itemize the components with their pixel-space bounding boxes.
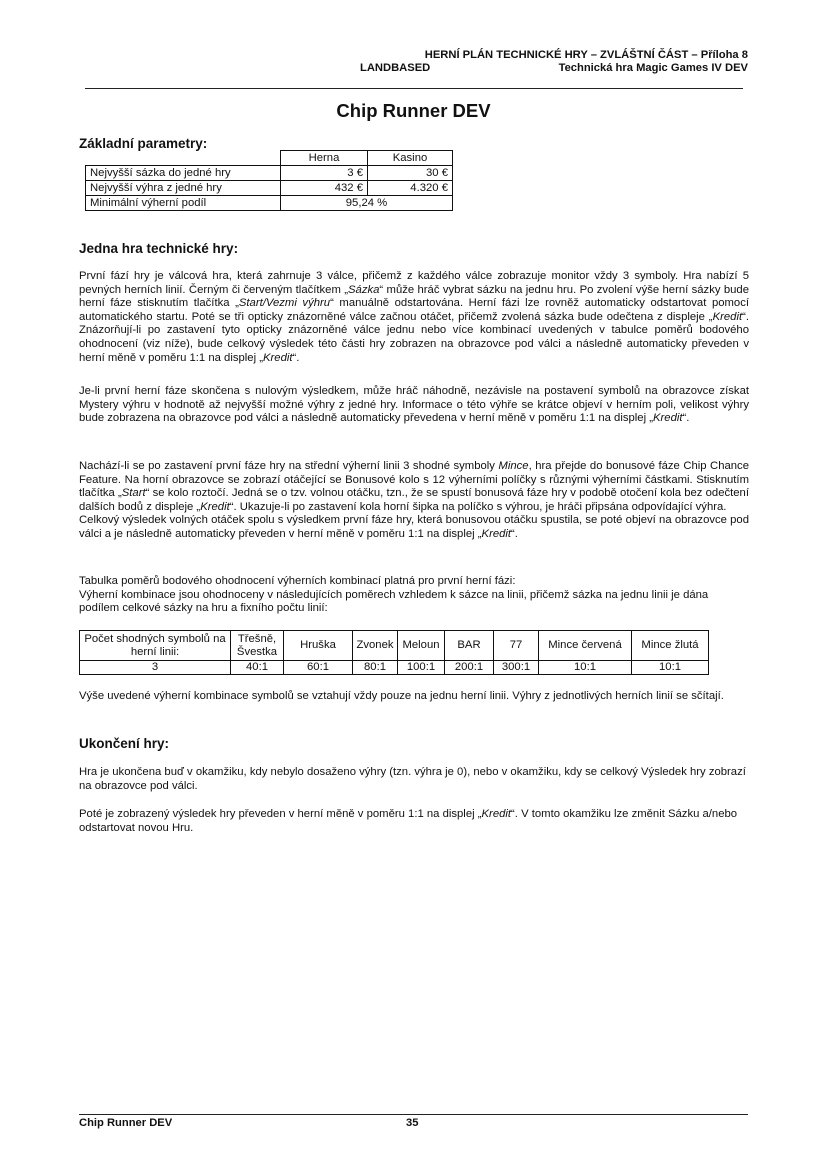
paytable-cell: 300:1 [494, 661, 539, 675]
paragraph-end-2 [79, 808, 749, 835]
params-col-herna: Herna [281, 151, 368, 166]
table-row [86, 181, 453, 196]
paytable-header-row [80, 631, 709, 661]
paragraph-bonus [79, 460, 749, 542]
text: “ manuálně odstartována. Herní fázi lze rovněž automaticky odstartovat pomocí automatického startu. Poté se tři opticky znázorněné válce začnou otáčet, přičemž zvolená sázka bude odečtena z displeje „ [79, 297, 749, 323]
paytable [79, 630, 709, 675]
page-title: Chip Runner DEV [336, 100, 491, 121]
paragraph-mystery [79, 385, 749, 426]
display-name-kredit: Kredit [653, 412, 683, 425]
header-landbased: LANDBASED [360, 62, 431, 74]
display-name-kredit: Kredit [481, 808, 512, 820]
table-row [80, 661, 709, 675]
paytable-cell: 100:1 [398, 661, 445, 675]
paytable-header-cell: Mince červená [539, 631, 632, 661]
paytable-cell: 40:1 [231, 661, 284, 675]
basic-params-heading: Základní parametry: [79, 136, 208, 151]
button-name-sazka: Sázka [348, 283, 380, 296]
page-number: 35 [406, 1117, 419, 1129]
paytable-header-cell: Meloun [398, 631, 445, 661]
paragraph-paytable-intro [79, 575, 749, 616]
params-col-kasino: Kasino [368, 151, 453, 166]
text: “. V tomto okamžiku lze změnit Sázku a/nebo odstartovat novou Hru. [79, 808, 738, 834]
text: Hra je ukončena buď v okamžiku, kdy nebylo dosaženo výhry (tzn. výhra je 0), nebo v okamžiku, kdy se celkový Výsledek hry zobrazí na obrazovce pod válci. [79, 766, 746, 792]
paytable-header-cell: 77 [494, 631, 539, 661]
paytable-cell: 3 [80, 661, 231, 675]
paragraph-after-table [79, 690, 749, 704]
symbol-name-mince: Mince [498, 460, 529, 472]
text: Výherní kombinace jsou ohodnoceny v následujících poměrech vzhledem k sázce na linii, přičemž sázka na jednu linii je dána podílem celkové sázky na hru a fixního počtu linií: [79, 588, 709, 615]
header-game-name: Technická hra Magic Games IV DEV [558, 62, 748, 74]
paytable-cell: 60:1 [284, 661, 353, 675]
header-title: HERNÍ PLÁN TECHNICKÉ HRY – ZVLÁŠTNÍ ČÁST – Příloha 8 [424, 49, 748, 61]
text: Poté je zobrazený výsledek hry převeden v herní měně v poměru 1:1 na displej „ [79, 808, 482, 820]
button-name-start: Start/Vezmi výhru [238, 297, 331, 310]
paytable-header-cell: Zvonek [353, 631, 398, 661]
param-merged-value: 95,24 % [281, 196, 453, 211]
text: Celkový výsledek volných otáček spolu s výsledkem první fáze hry, která bonusovou otáčku spustila, se poté objeví na obrazovce pod válci a je následně automaticky převeden v herní měně v poměru 1:1 na displej „ [79, 514, 749, 540]
text: “. [292, 351, 300, 364]
display-name-kredit: Kredit [263, 351, 293, 364]
param-label: Minimální výherní podíl [86, 196, 281, 211]
display-name-kredit: Kredit [712, 310, 743, 323]
end-section-heading: Ukončení hry: [79, 736, 170, 751]
paytable-cell: 200:1 [445, 661, 494, 675]
paytable-cell: 10:1 [632, 661, 709, 675]
params-empty-cell [86, 151, 281, 166]
paytable-header-cell: Mince žlutá [632, 631, 709, 661]
table-row [86, 196, 453, 211]
display-name-kredit: Kredit [481, 527, 512, 540]
paytable-header-cell: BAR [445, 631, 494, 661]
paytable-header-cell: Počet shodných symbolů na herní linii: [80, 631, 231, 661]
param-label: Nejvyšší sázka do jedné hry [86, 166, 281, 181]
text: “. [682, 412, 690, 425]
paragraph-end-1 [79, 766, 749, 793]
text: První fází hry je válcová hra, která zahrnuje 3 válce, přičemž z každého válce zobrazuje monitor vždy 3 symboly. Hra nabízí 5 pevných herních linií. Černým či červeným tlačítkem „ [79, 270, 749, 296]
text: “ může hráč vybrat sázku na jednu hru. Po zvolení výše herní sázky bude herní fáze stisknutím tlačítka „ [79, 283, 749, 310]
param-label: Nejvyšší výhra z jedné hry [86, 181, 281, 196]
footer-document-name: Chip Runner DEV [79, 1117, 173, 1129]
paytable-cell: 10:1 [539, 661, 632, 675]
basic-params-table [85, 150, 453, 211]
param-kasino: 4.320 € [368, 181, 453, 196]
text: Tabulka poměrů bodového ohodnocení výherních kombinací platná pro první herní fázi: [79, 575, 516, 587]
paragraph-reels [79, 270, 749, 365]
param-kasino: 30 € [368, 166, 453, 181]
table-row [86, 166, 453, 181]
paytable-cell: 80:1 [353, 661, 398, 675]
display-name-kredit: Kredit [200, 500, 230, 513]
text: “. Znázorňují-li po zastavení tyto opticky znázorněné válce jednu nebo více kombinací uvedených v tabulce poměrů bodového ohodnocení (viz níže), bude celkový výsledek této části hry zobrazen na obrazovce pod válci a následně automaticky převeden v herní měně v poměru 1:1 na displej „ [79, 310, 749, 364]
params-header-row [86, 151, 453, 166]
footer-divider [79, 1114, 748, 1115]
header-subline [360, 62, 748, 75]
param-herna: 3 € [281, 166, 368, 181]
header-divider [85, 88, 743, 89]
text: Nachází-li se po zastavení první fáze hry na střední výherní linii 3 shodné symboly [79, 460, 499, 472]
text: Je-li první herní fáze skončena s nulovým výsledkem, může hráč náhodně, nezávisle na postavení symbolů na obrazovce získat Mystery výhru v hodnotě až nejvyšší možné výhry z jedné hry. Informace o této výhře se krátce objeví v herním poli, velikost výhry bude zobrazena na obrazovce pod válci a následně automaticky převedena v herní měně v poměru 1:1 na displej „ [79, 385, 749, 425]
text: , hra přejde do bonusové fáze Chip Chance Feature. Na horní obrazovce se zobrazí otáčející se Bonusové kolo s 12 výherními políčky s různými výherními částkami. Stisknutím tlačítka „ [79, 460, 749, 500]
game-section-heading: Jedna hra technické hry: [79, 241, 239, 256]
text: “. Ukazuje-li po zastavení kola horní šipka na políčko s výhrou, je hráči připsána odpovídající výhra. [229, 500, 727, 513]
text: Výše uvedené výherní kombinace symbolů se vztahují vždy pouze na jednu herní linii. Výhry z jednotlivých herních linií se sčítají. [79, 690, 724, 702]
paytable-header-cell: Třešně, Švestka [231, 631, 284, 661]
text: “. [511, 527, 518, 540]
param-herna: 432 € [281, 181, 368, 196]
text: “ se kolo roztočí. Jedná se o tzv. volnou otáčku, tzn., že se spustí bonusová fáze hry v podobě otočení kola bez odečtení dalších bodů z displeje „ [79, 487, 749, 513]
paytable-header-cell: Hruška [284, 631, 353, 661]
button-name-start: Start [121, 487, 146, 500]
